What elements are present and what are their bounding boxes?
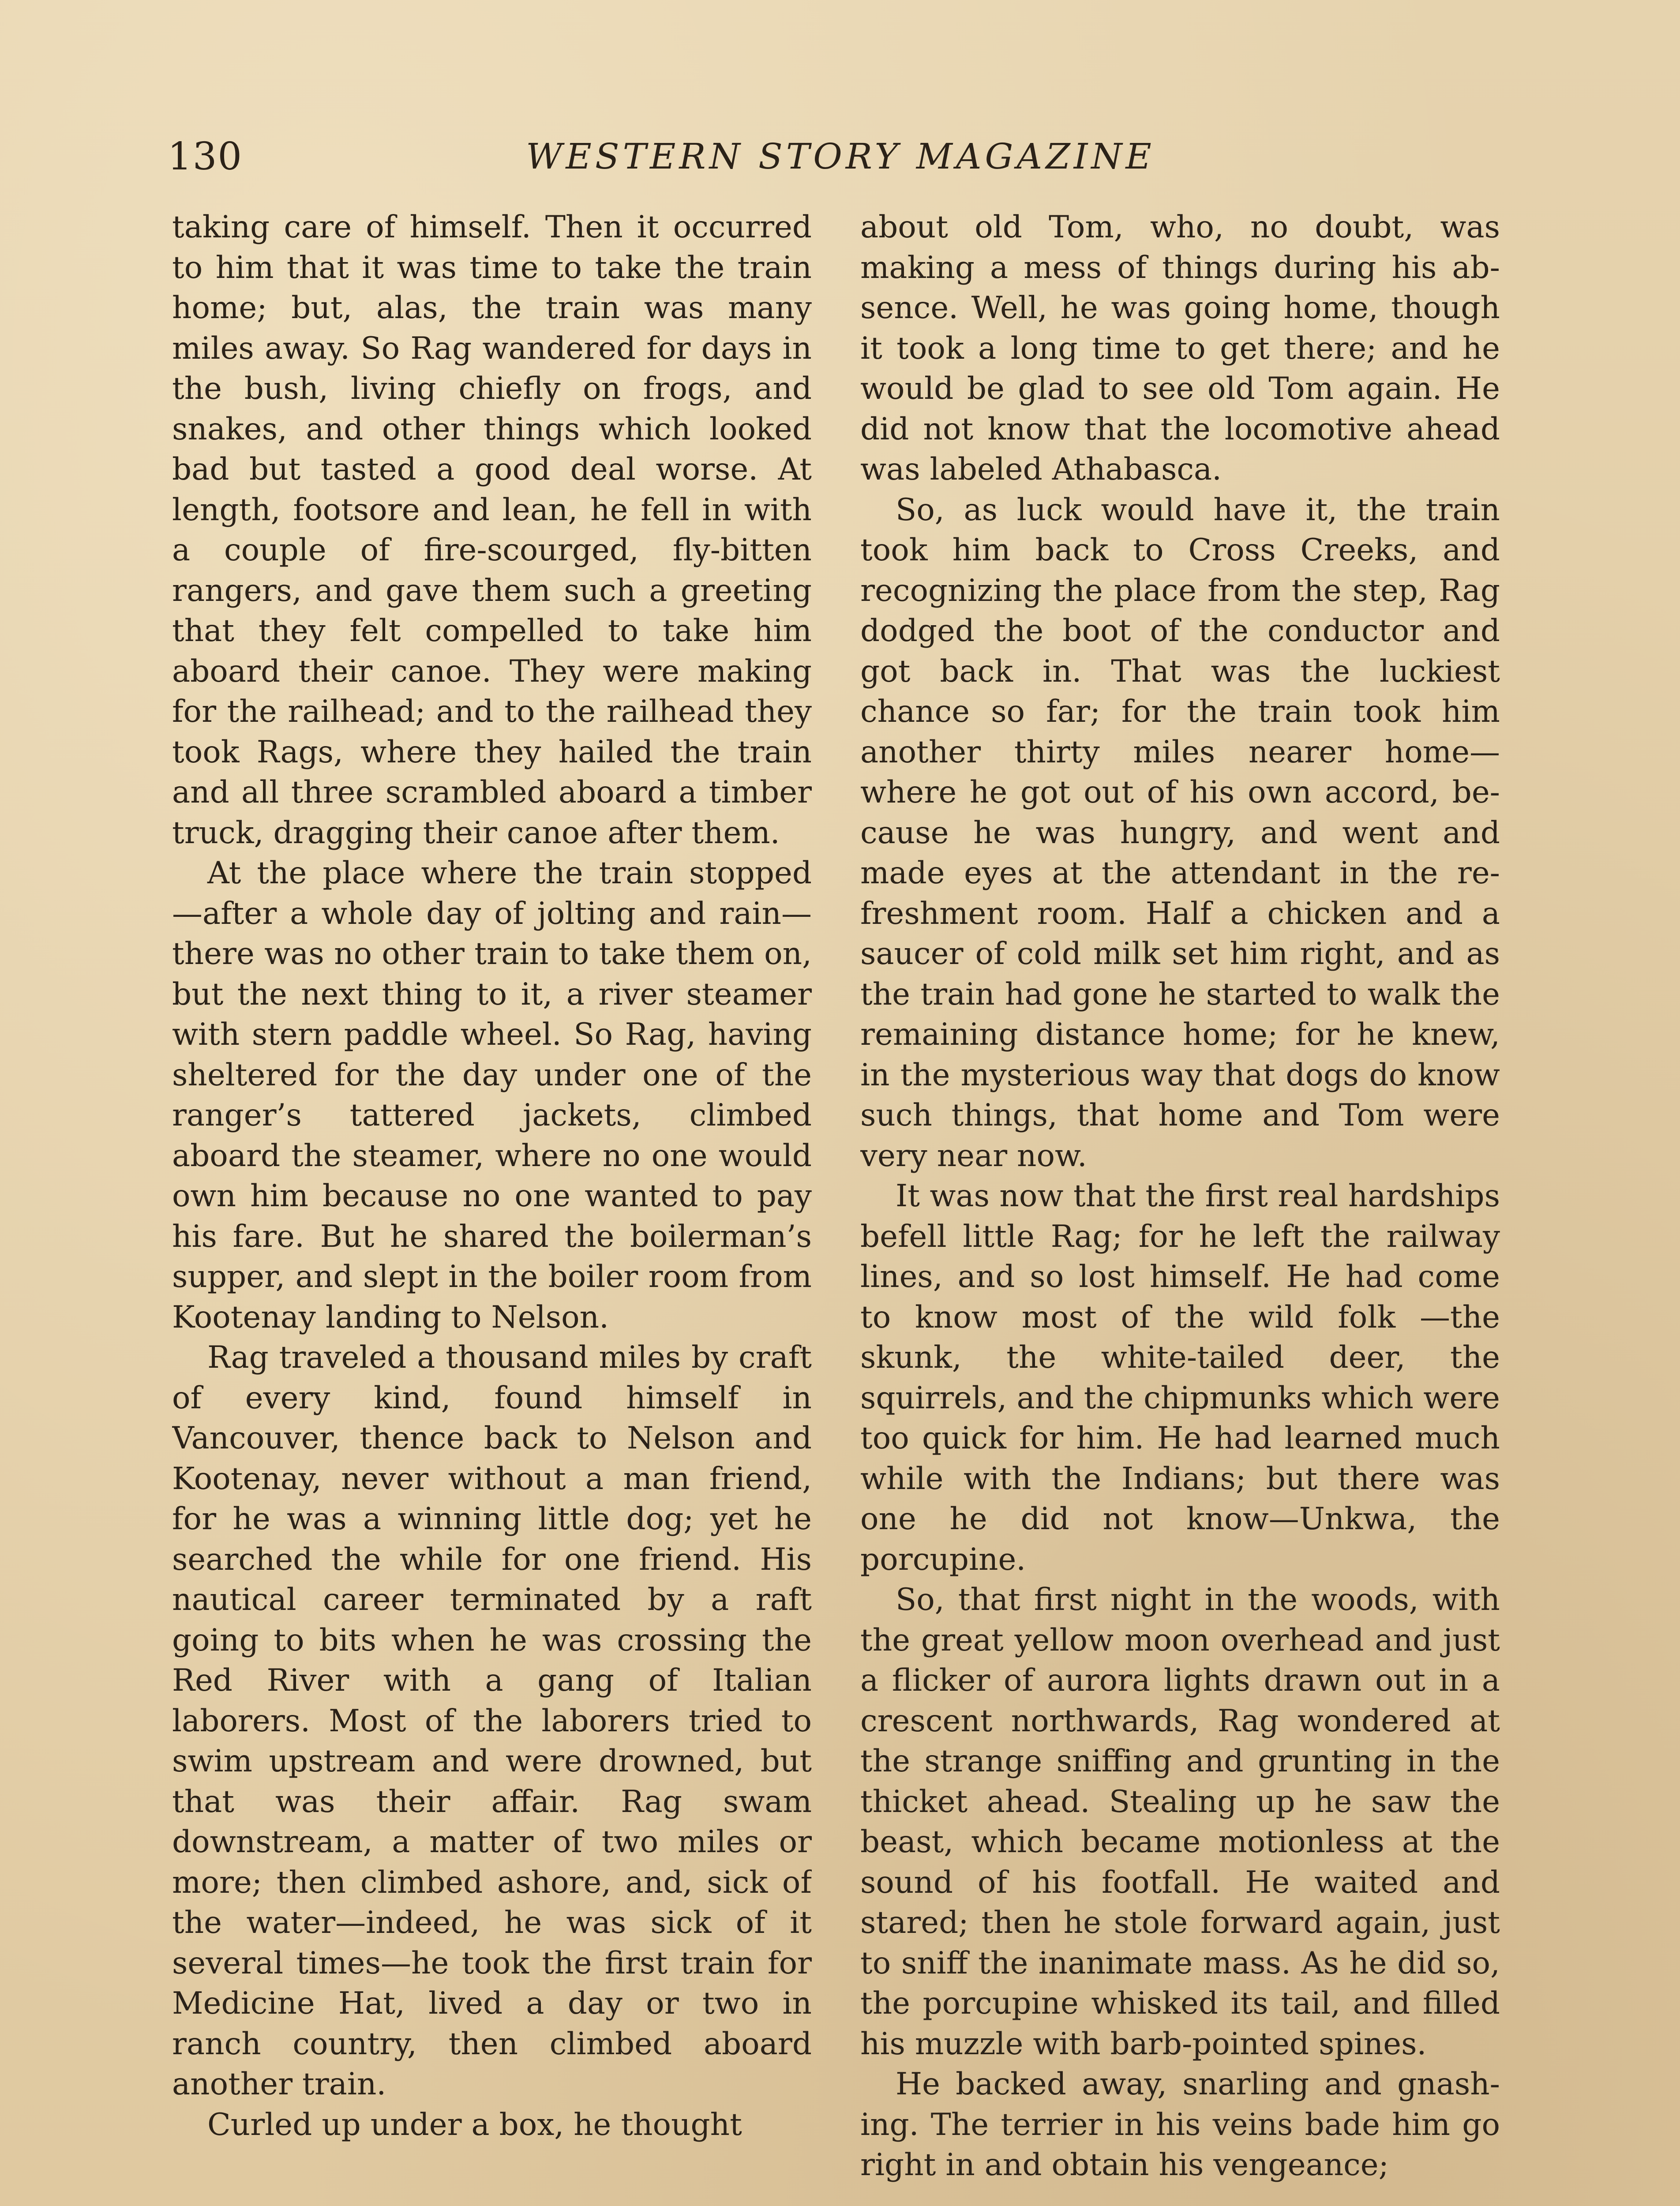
paragraph: So, that first night in the woods, with the great yellow moon overhead and just a flicker of aurora lights drawn out in a crescent northwards, Rag wondered at the strange sniffing and grunting in the thicket ahead. Stealing up he saw the beast, which became motionless at the sound of his footfall. He waited and stared; then he stole forward again, just to sniff the inanimate mass. As he did so, the porcupine whisked its tail, and filled his muzzle with barb-pointed spines.: [860, 1582, 1500, 2062]
right-column: [860, 207, 1500, 2206]
running-head: WESTERN STORY MAGAZINE: [526, 136, 1155, 177]
left-column: [172, 207, 812, 2206]
paragraph: Rag traveled a thousand miles by craft of every kind, found himself in Vancouver, thence back to Nelson and Kootenay, never without a man friend, for he was a winning little dog; yet he searched the while for one friend. His nautical career terminated by a raft going to bits when he was crossing the Red River with a gang of Italian laborers. Most of the laborers tried to swim upstream and were drowned, but that was their affair. Rag swam downstream, a matter of two miles or more; then climbed ashore, and, sick of the water—indeed, he was sick of it several times—he took the first train for Medicine Hat, lived a day or two in ranch country, then climbed aboard another train.: [172, 1340, 812, 2102]
page-header: [168, 132, 1513, 181]
paragraph: Curled up under a box, he thought: [207, 2107, 742, 2142]
article-body: [172, 207, 1513, 2206]
paragraph: taking care of himself. Then it occurred to him that it was time to take the train home; but, alas, the train was many miles away. So Rag wandered for days in the bush, living chiefly on frogs, and snakes, and other things which looked bad but tasted a good deal worse. At length, footsore and lean, he fell in with a couple of fire-scourged, fly-bitten rangers, and gave them such a greeting that they felt compelled to take him aboard their canoe. They were making for the railhead; and to the railhead they took Rags, where they hailed the train and all three scrambled aboard a timber truck, dragging their canoe after them.: [172, 210, 812, 851]
paragraph: about old Tom, who, no doubt, was making a mess of things during his absence. Well, he was going home, though it took a long time to get there; and he would be glad to see old Tom again. He did not know that the locomotive ahead was labeled Athabasca.: [860, 210, 1500, 487]
paragraph: At the place where the train stopped —after a whole day of jolting and rain—there was no other train to take them on, but the next thing to it, a river steamer with stern paddle wheel. So Rag, having sheltered for the day under one of the ranger’s tattered jackets, climbed aboard the steamer, where no one would own him because no one wanted to pay his fare. But he shared the boilerman’s supper, and slept in the boiler room from Kootenay landing to Nelson.: [172, 855, 812, 1335]
paragraph: So, as luck would have it, the train took him back to Cross Creeks, and recognizing the place from the step, Rag dodged the boot of the conductor and got back in. That was the luckiest chance so far; for the train took him another thirty miles nearer home—where he got out of his own accord, because he was hungry, and went and made eyes at the attendant in the refreshment room. Half a chicken and a saucer of cold milk set him right, and as the train had gone he started to walk the remaining distance home; for he knew, in the mysterious way that dogs do know such things, that home and Tom were very near now.: [860, 492, 1500, 1174]
paragraph: He backed away, snarling and gnashing. The terrier in his veins bade him go right in and obtain his vengeance;: [860, 2067, 1500, 2183]
paragraph: It was now that the first real hardships befell little Rag; for he left the railway lines, and so lost himself. He had come to know most of the wild folk —the skunk, the white-tailed deer, the squirrels, and the chipmunks which were too quick for him. He had learned much while with the Indians; but there was one he did not know—Unkwa, the porcupine.: [860, 1178, 1500, 1577]
page-number: 130: [168, 135, 243, 179]
